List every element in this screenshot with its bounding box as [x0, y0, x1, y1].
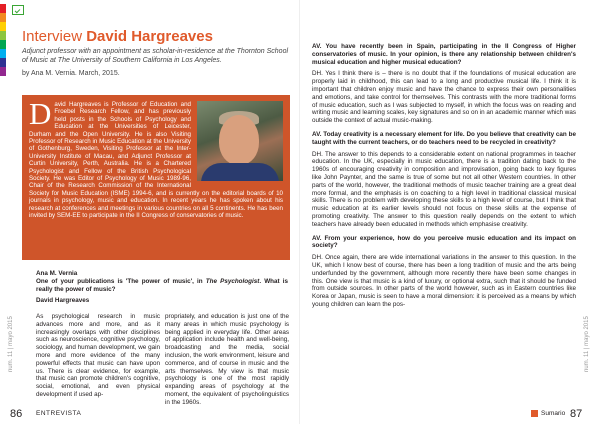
answer-2: DH. Yes I think there is – there is no doubt that if the foundations of musical education are properly laid in childhood, this can lead to a long and productive musical life. I think it is important that children enjoy music and have the chance to express their own personalities and emotions, and take control for themselves. This contrasts with the more traditional forms of music education, such as I was subjected to myself, in which the focus was on reading and writing music and learning scales, key signatures and so on in an academic manner which was outside the context of actual music-making.: [312, 70, 576, 125]
page-title: [22, 28, 213, 45]
right-page: [300, 0, 600, 424]
bio-dropcap: D: [29, 96, 52, 131]
byline: by Ana M. Vernia. March, 2015.: [22, 70, 120, 77]
subtitle: Adjunct professor with an appointment as scholar-in-residence at the Thornton School of Music at The University of Southern California in Los Angeles.: [22, 48, 289, 64]
answer-3: DH. The answer to this depends to a considerable extent on national programmes in teacher education. In the UK, especially in music education, there is a tradition dating back to the 1960s of encouraging creativity in composition and improvisation, going back to key figures like John Paynter, and the same is true of some but not all other Western countries. In other parts of the world, however, the traditional methods of music teacher training are a great deal more formal, and the emphasis is on coaching to a high level in traditional classical musical skills. There is no problem with developing these skills to a high level of course, but I think that music education at its earlier levels should not focus on these skills at the expense of promoting creativity. The answer to this question really depends on the extent to which teachers have already been educated in methods which emphasise creativity.: [312, 150, 576, 228]
issue-label: num. 11 | mayo 2015: [584, 316, 590, 372]
a1-speaker: David Hargreaves: [36, 297, 90, 305]
summary-icon[interactable]: [531, 410, 538, 417]
answer-1-col-1: As psychological research in music advances more and more, and as it increasingly overlaps with other disciplines such as neuroscience, cognitive psychology, sociology, and human development, we gain more and more evidence of the many powerful effects that music can have upon us. There is clear evidence, for example, that music can promote children's cognitive, social, emotional, and even physical development if used ap-: [36, 313, 160, 398]
answer-4: DH. Once again, there are wide international variations in the answer to this question. In the UK, which I know best of course, there has been a long tradition of music and the arts being underfunded by the government, although more recently there have been some changes in this. One view is that music is a kind of luxury, or optional extra, such that it should be funded from outside sources. In other parts of the world however, such as in Eastern countries like Korea or Japan, music is seen to have a moral dimension: it is perceived as a means by which young children can learn the pos-: [312, 254, 576, 308]
color-strip: [0, 4, 6, 76]
page-number: 86: [10, 408, 23, 420]
q1-question: One of your publications is 'The power of music', in The Psychologist. What is really the power of music?: [36, 277, 288, 293]
interview-body: [312, 43, 576, 309]
question-2: AV. You have recently been in Spain, participating in the II Congress of Higher conservatories of music. In your opinion, is there any relationship between children's musical education and higher musical education?: [312, 43, 576, 66]
bio-text: avid Hargreaves is Professor of Education and Froebel Research Fellow, and has previously held posts in the Schools of Psychology and Education at the Universities of Leicester, Durham and the Open University. He is also Visiting Professor of Research in Music Education at the University of Gothenburg, Sweden, Visiting Professor at the Inter-University Institute of Macau, and Adjunct Professor at Curtin University, Perth, Australia. He is a Chartered Psychologist and Fellow of the British Psychological Society. He was Editor of Psychology of Music 1989-96, Chair of the Research Commission of the International Society for Music Education (ISME) 1994-6, and is currently on the editorial boards of 10 journals in psychology, music and education. In recent years he has spoken about his research at conferences and meetings in various countries on all 5 continents. He has been invited by SEM-EE to participate in the II Congress of conservatories of music.: [29, 101, 283, 220]
green-check-icon: [12, 5, 24, 15]
question-3: AV. Today creativity is a necessary element for life. Do you believe that creativity can be taught with the current teachers, or do teachers need to be recycled in creativity?: [312, 130, 576, 146]
portrait-photo: [197, 101, 283, 181]
bio-box: [22, 95, 290, 260]
question-4: AV. From your experience, how do you perceive music education and its impact on society?: [312, 234, 576, 250]
issue-label: num. 11 | mayo 2015: [8, 316, 14, 372]
title-light: Interview: [22, 28, 87, 45]
summary-link[interactable]: Sumario: [541, 410, 566, 417]
question-1: [36, 270, 288, 305]
answer-1-col-2: propriately, and education is just one of the many areas in which music psychology is being applied in everyday life. Other areas of application include health and well-being, broadcasting and the media, social inclusion, the work environment, leisure and commerce, and of course in music and the arts themselves. My view is that music psychology is one of the most rapidly expanding areas of psychology at the moment, the equivalent of psycholinguistics in the 1960s.: [165, 313, 289, 406]
title-name: David Hargreaves: [86, 28, 213, 45]
section-label: ENTREVISTA: [36, 410, 82, 417]
q1-speaker: Ana M. Vernia: [36, 270, 78, 277]
page-number: 87: [570, 408, 583, 420]
